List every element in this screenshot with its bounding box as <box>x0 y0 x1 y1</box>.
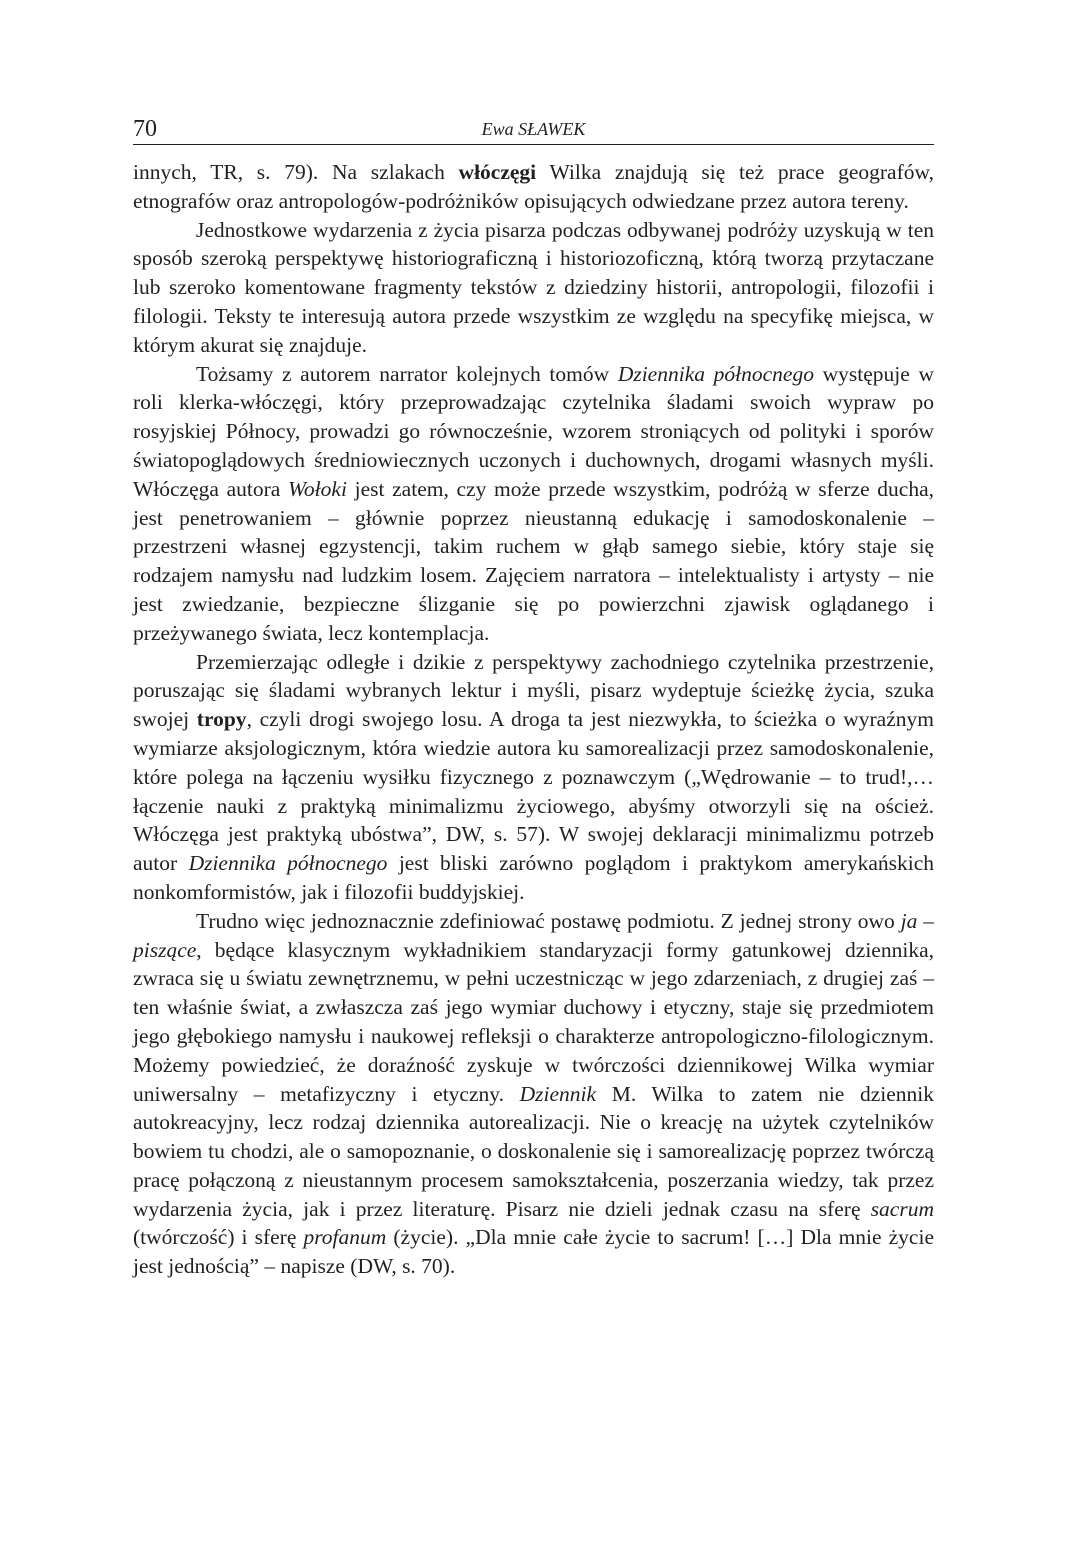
text-run: występuje w roli klerka-włóczęgi, który przeprowadzając czytelnika śladami swoich wypraw po rosyjskiej Północy, prowadzi go równocześnie, wzorem stroniących od polityki i sporów światopoglądowych średniowiecznych uczonych i duchownych, drogami własnych myśli. Włóczęga autora <box>133 361 934 501</box>
italic-term: profanum <box>303 1225 387 1250</box>
text-run: innych, TR, s. 79). Na szlakach <box>133 160 459 184</box>
italic-title: Dziennika północnego <box>617 361 814 386</box>
body-text <box>133 158 934 1281</box>
paragraph-5 <box>133 907 934 1281</box>
text-run: M. Wilka to zatem nie dziennik autokreacyjny, lecz rodzaj dziennika autorealizacji. Nie o kreację na użytek czytelników bowiem tu chodzi, ale o samopoznanie, o doskonalenie się i samorealizację poprzez twórczą pracę połączoną z nieustannym procesem samokształcenia, poszerzania wiedzy, tak przez wydarzenia życia, jak i przez literaturę. Pisarz nie dzieli jednak czasu na sferę <box>133 1081 935 1221</box>
italic-term: ja –piszące <box>133 908 934 962</box>
text-run: (twórczość) i sferę <box>133 1225 304 1250</box>
italic-title: Wołoki <box>288 476 347 501</box>
paragraph-2 <box>133 216 934 360</box>
text-run: Przemierzając odległe i dzikie z perspektywy zachodniego czytelnika przestrzenie, poruszając się śladami wybranych lektur i myśli, pisarz wydeptuje ścieżkę życia, szuka swojej <box>133 649 934 732</box>
text-run: jest bliski zarówno poglądom i praktykom amerykańskich nonkomformistów, jak i filozofii buddyjskiej. <box>133 851 934 904</box>
running-head: Ewa SŁAWEK <box>481 119 586 139</box>
paragraph-1 <box>133 158 934 216</box>
text-run: (życie). „Dla mnie całe życie to sacrum! […] Dla mnie życie jest jednością” – napisze (DW, s. 70). <box>133 1225 934 1279</box>
text-run: Tożsamy z autorem narrator kolejnych tomów <box>196 361 618 386</box>
italic-title: Dziennik <box>519 1081 597 1106</box>
bold-term-wloczegi: włóczęgi <box>458 160 537 184</box>
text-run: Trudno więc jednoznacznie zdefiniować postawę podmiotu. Z jednej strony owo <box>196 908 901 933</box>
paragraph-3 <box>133 360 934 648</box>
text-run: jest zatem, czy może przede wszystkim, podróżą w sferze ducha, jest penetrowaniem – głównie poprzez nieustanną edukację i samodoskonalenie – przestrzeni własnej egzystencji, takim ruchem w głąb samego siebie, który staje się rodzajem namysłu nad ludzkim losem. Zajęciem narratora – intelektualisty i artysty – nie jest zwiedzanie, bezpieczne ślizganie się po powierzchni zjawisk oglądanego i przeżywanego świata, lecz kontemplacja. <box>133 476 935 645</box>
italic-term: sacrum <box>870 1196 934 1221</box>
text-run: Wilka znajdują się też prace geografów, etnografów oraz antropologów-podróżników opisujących odwiedzane przez autora tereny. <box>133 160 934 213</box>
page-header <box>133 112 934 145</box>
text-run: Jednostkowe wydarzenia z życia pisarza podczas odbywanej podróży uzyskują w ten sposób szeroką perspektywę historiograficzną i historiozoficzną, którą tworzą przytaczane lub szeroko komentowane fragmenty tekstów z dziedziny historii, antropologii, filozofii i filologii. Teksty te interesują autora przede wszystkim ze względu na specyfikę miejsca, w którym akurat się znajduje. <box>133 217 934 357</box>
text-run: , będące klasycznym wykładnikiem standaryzacji formy gatunkowej dziennika, zwraca się u światu zewnętrznemu, w pełni uczestnicząc w jego zdarzeniach, z drugiej zaś – ten właśnie świat, a zwłaszcza zaś jego wymiar duchowy i etyczny, staje się przedmiotem jego głębokiego namysłu i naukowej refleksji o charakterze antropologiczno-filologicznym. Możemy powiedzieć, że doraźność zyskuje w twórczości dziennikowej Wilka wymiar uniwersalny – metafizyczny i etyczny. <box>133 937 934 1106</box>
text-run: , czyli drogi swojego losu. A droga ta jest niezwykła, to ścieżka o wyraźnym wymiarze aksjologicznym, która wiedzie autora ku samorealizacji przez samodoskonalenie, które polega na łączeniu wysiłku fizycznego z poznawczym („Wędrowanie – to trud!,… łączenie nauki z praktyką minimalizmu życiowego, abyśmy otworzyli się na oścież. Włóczęga jest praktyką ubóstwa”, DW, s. 57). W swojej deklaracji minimalizmu potrzeb autor <box>133 707 934 876</box>
page-number: 70 <box>133 116 157 142</box>
paragraph-4 <box>133 648 934 907</box>
italic-title: Dziennika północnego <box>188 851 388 876</box>
bold-term-tropy: tropy <box>196 707 247 732</box>
